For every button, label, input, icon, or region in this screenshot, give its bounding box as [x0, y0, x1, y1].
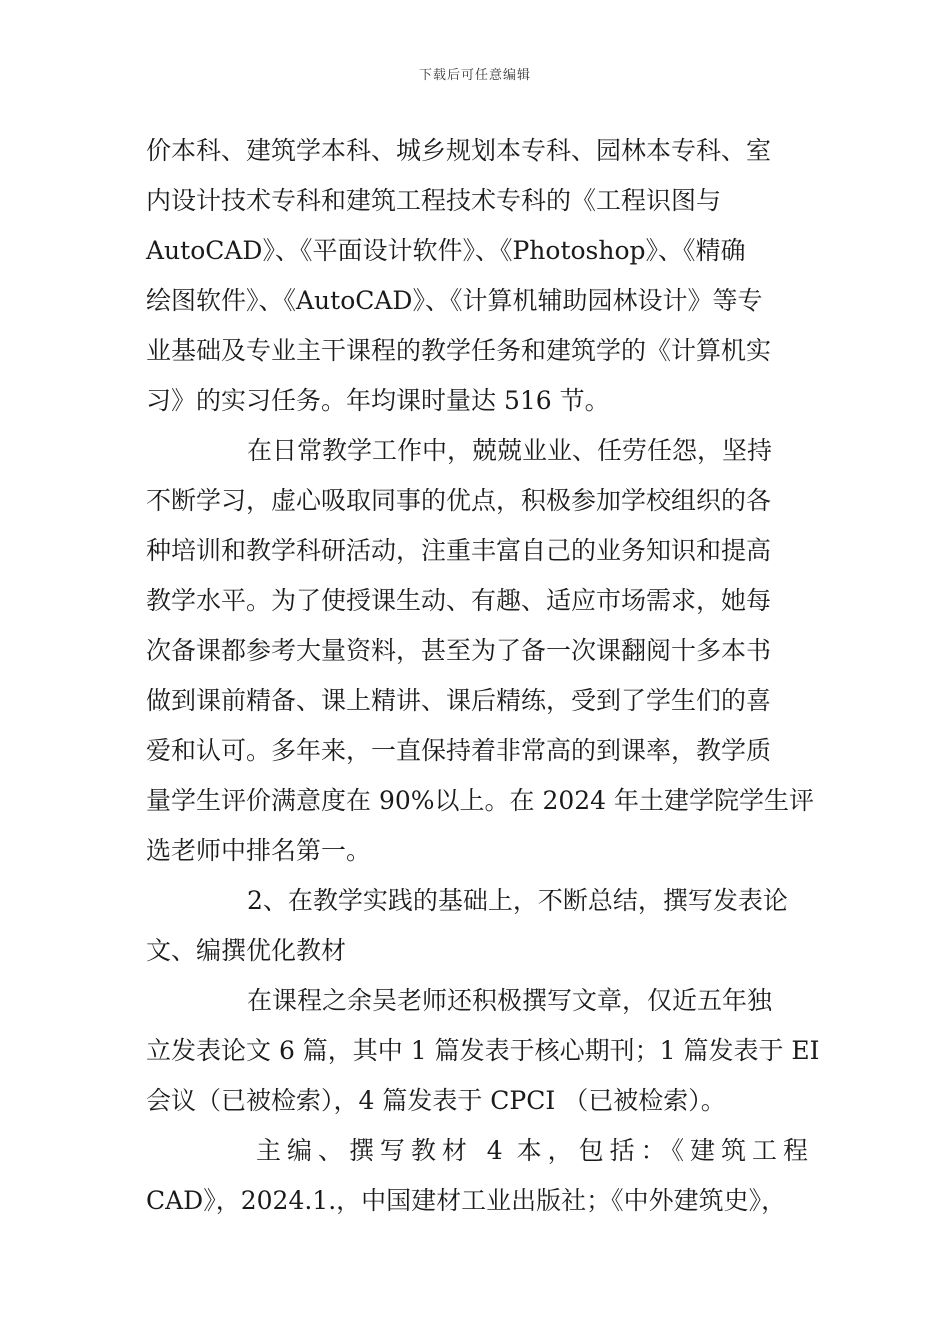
section-heading-line: 2、在教学实践的基础上，不断总结，撰写发表论 — [247, 886, 788, 915]
text-line: 次备课都参考大量资料，甚至为了备一次课翻阅十多本书 — [146, 636, 772, 665]
text-line: 业基础及专业主干课程的教学任务和建筑学的《计算机实 — [146, 336, 772, 365]
text-line: 量学生评价满意度在 90%以上。在 2024 年土建学院学生评 — [146, 786, 815, 815]
text-line: 立发表论文 6 篇，其中 1 篇发表于核心期刊；1 篇发表于 EI — [146, 1036, 820, 1065]
document-body — [146, 126, 820, 1226]
text-line: 价本科、建筑学本科、城乡规划本专科、园林本专科、室 — [146, 136, 772, 165]
text-line: 不断学习，虚心吸取同事的优点，积极参加学校组织的各 — [146, 486, 772, 515]
text-line: 种培训和教学科研活动，注重丰富自己的业务知识和提高 — [146, 536, 772, 565]
text-line: 做到课前精备、课上精讲、课后精练，受到了学生们的喜 — [146, 686, 772, 715]
text-line: 绘图软件》、《AutoCAD》、《计算机辅助园林设计》等专 — [146, 286, 763, 315]
text-line: 选老师中排名第一。 — [146, 836, 372, 865]
text-line: 会议（已被检索），4 篇发表于 CPCI （已被检索）。 — [146, 1086, 726, 1115]
text-line: AutoCAD》、《平面设计软件》、《Photoshop》、《精确 — [146, 236, 746, 265]
text-line: 习》的实习任务。年均课时量达 516 节。 — [146, 386, 610, 415]
text-line: CAD》，2024.1.，中国建材工业出版社；《中外建筑史》， — [146, 1186, 787, 1215]
page-header: 下载后可任意编辑 — [418, 68, 531, 83]
section-heading-line: 文、编撰优化教材 — [146, 936, 347, 965]
paragraph-start-line: 在日常教学工作中，兢兢业业、任劳任怨，坚持 — [247, 436, 773, 465]
paragraph-start-line: 主编、撰写教材 4 本，包括：《建筑工程 — [256, 1136, 808, 1165]
text-line: 教学水平。为了使授课生动、有趣、适应市场需求，她每 — [146, 586, 772, 615]
paragraph-start-line: 在课程之余吴老师还积极撰写文章，仅近五年独 — [247, 986, 773, 1015]
text-line: 爱和认可。多年来，一直保持着非常高的到课率，教学质 — [146, 736, 772, 765]
text-line: 内设计技术专科和建筑工程技术专科的《工程识图与 — [146, 186, 722, 215]
